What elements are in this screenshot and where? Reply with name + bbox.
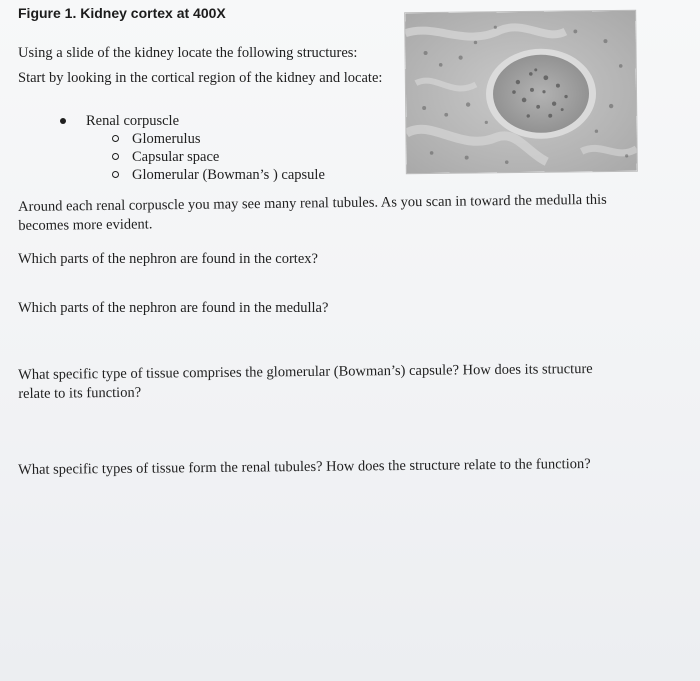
structure-sub-item: Glomerular (Bowman’s ) capsule — [132, 167, 325, 183]
structure-sub-item: Capsular space — [132, 149, 220, 165]
instruction-line-2: Start by looking in the cortical region of the kidney and locate: — [18, 70, 383, 86]
structure-main: Renal corpuscle — [86, 113, 180, 129]
kidney-micrograph-image — [405, 11, 637, 173]
question-tubules — [18, 455, 618, 480]
question-cortex — [18, 250, 618, 269]
question-text: Which parts of the nephron are found in the cortex? — [18, 251, 318, 267]
instructions — [18, 44, 388, 94]
paragraph-text: Around each renal corpuscle you may see many renal tubules. As you scan in toward the medulla this becomes more evident. — [18, 191, 607, 234]
question-text: What specific type of tissue comprises the glomerular (Bowman’s) capsule? How does its structure relate to its function? — [18, 360, 593, 402]
circle-bullet-icon — [112, 135, 119, 142]
instruction-line-1: Using a slide of the kidney locate the following structures: — [18, 45, 358, 61]
circle-bullet-icon — [112, 171, 119, 178]
bullet-icon — [60, 118, 66, 124]
tubules-paragraph — [18, 191, 618, 236]
structure-sub-item: Glomerulus — [132, 131, 201, 147]
circle-bullet-icon — [112, 153, 119, 160]
question-capsule — [18, 360, 618, 404]
question-medulla — [18, 299, 618, 318]
figure-title: Figure 1. Kidney cortex at 400X — [18, 5, 226, 21]
question-text: Which parts of the nephron are found in the medulla? — [18, 300, 329, 316]
question-text: What specific types of tissue form the renal tubules? How does the structure relate to the function? — [18, 456, 591, 478]
